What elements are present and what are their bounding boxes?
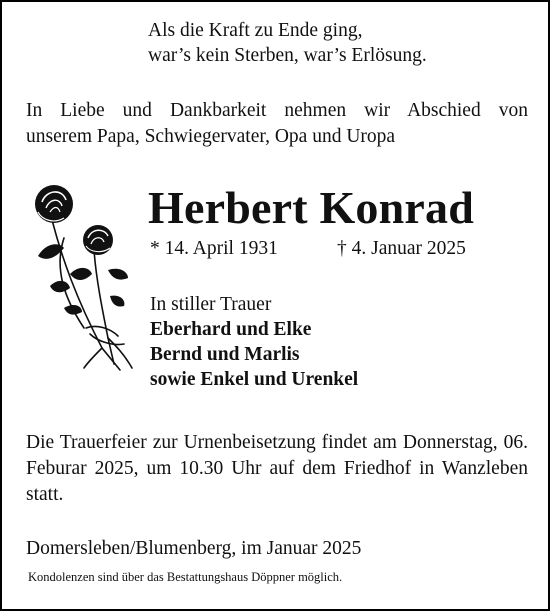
- poem-line-1: Als die Kraft zu Ende ging,: [148, 20, 363, 41]
- intro-line-1: In Liebe und Dankbarkeit nehmen wir Abschied von: [26, 100, 528, 121]
- condolence-note: Kondolenzen sind über das Bestattungshaus Döppner möglich.: [28, 570, 343, 584]
- rose-icon: [24, 178, 142, 374]
- mourners-block: [150, 292, 358, 392]
- deceased-name: Herbert Konrad: [148, 182, 475, 233]
- mourner-name: Eberhard und Elke: [150, 319, 312, 340]
- mourner-name: sowie Enkel und Urenkel: [150, 369, 359, 390]
- place-date: Domersleben/Blumenberg, im Januar 2025: [26, 538, 362, 559]
- death-date: † 4. Januar 2025: [337, 238, 466, 259]
- mourners-heading: In stiller Trauer: [150, 294, 272, 315]
- poem: [148, 18, 427, 68]
- intro-text: [26, 98, 528, 150]
- service-info: Die Trauerfeier zur Urnenbeisetzung findet am Donnerstag, 06. Feburar 2025, um 10.30 Uhr auf dem Friedhof in Wanzleben statt.: [26, 432, 528, 505]
- poem-line-2: war’s kein Sterben, war’s Erlösung.: [148, 45, 427, 66]
- mourner-name: Bernd und Marlis: [150, 344, 300, 365]
- birth-date: * 14. April 1931: [150, 238, 278, 259]
- intro-line-2: unserem Papa, Schwiegervater, Opa und Uropa: [26, 126, 396, 147]
